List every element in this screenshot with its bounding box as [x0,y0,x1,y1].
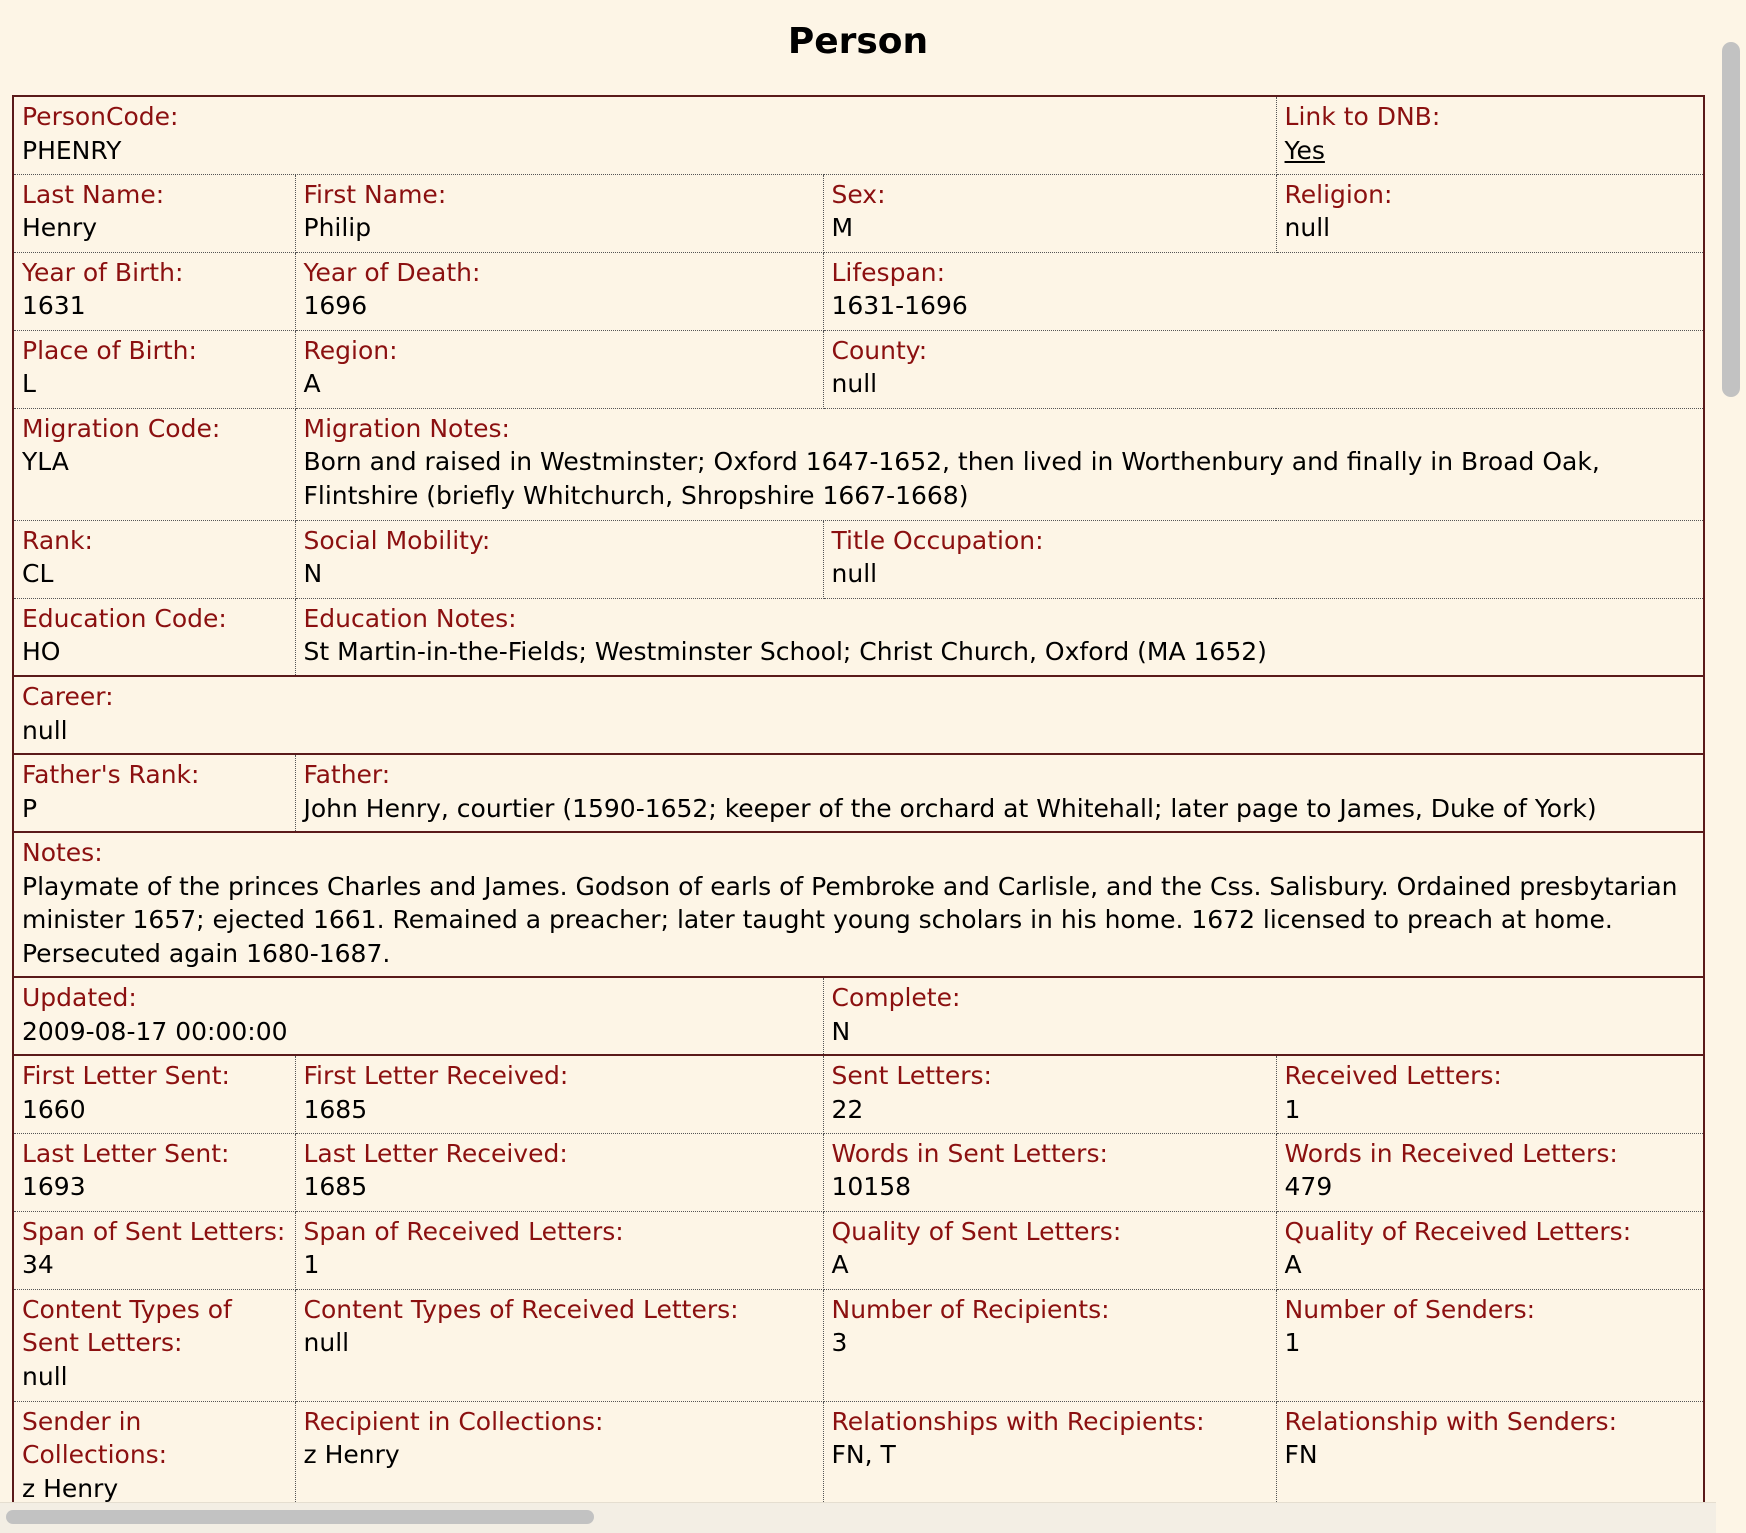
table-row [13,520,1704,598]
field-label: Quality of Sent Letters: [831,1216,1122,1246]
field-personcode [13,96,1276,174]
table-row [13,754,1704,832]
field-value: N [831,1016,851,1046]
field-education-notes [295,598,1704,676]
field-value: A [831,1250,849,1279]
field-value: z Henry [303,1440,400,1469]
field-content-types-sent [13,1289,295,1401]
field-span-sent [13,1211,295,1289]
field-label: Quality of Received Letters: [1284,1216,1632,1246]
field-value: 1696 [303,291,368,320]
field-label: Words in Received Letters: [1284,1138,1618,1168]
field-content-types-received [295,1289,823,1401]
field-label: County: [831,335,928,365]
field-value: null [22,715,68,745]
field-migration-code [13,408,295,520]
field-label: First Letter Sent: [22,1061,230,1090]
field-label: Updated: [22,983,137,1012]
field-value: z Henry [22,1473,119,1503]
field-value: St Martin-in-the-Fields; Westminster School; Christ Church, Oxford (MA 1652) [303,637,1267,666]
table-row [13,174,1704,252]
field-label: Words in Sent Letters: [831,1138,1108,1168]
vertical-scrollbar-thumb[interactable] [1722,42,1740,397]
field-relationships-recipients [823,1401,1276,1509]
field-label: Title Occupation: [831,525,1044,555]
field-label: Father: [303,760,391,789]
field-label: Year of Death: [303,257,481,287]
field-lifespan [823,252,1704,330]
field-last-name [13,174,295,252]
field-label: Content Types of Received Letters: [303,1294,739,1324]
field-label: Social Mobility: [303,525,491,555]
field-label: First Name: [303,179,447,209]
field-value: L [22,369,36,398]
field-region [295,330,823,408]
field-label: Span of Received Letters: [303,1216,624,1246]
field-value: 10158 [831,1172,912,1201]
field-sex [823,174,1276,252]
field-value: 2009-08-17 00:00:00 [22,1016,288,1046]
field-education-code [13,598,295,676]
field-relationship-senders [1276,1401,1704,1509]
field-migration-notes [295,408,1704,520]
field-value: Philip [303,213,372,242]
table-row [13,1133,1704,1211]
field-label: PersonCode: [22,102,179,131]
field-value: FN [1284,1440,1318,1469]
field-words-sent [823,1133,1276,1211]
field-year-of-birth [13,252,295,330]
field-value: CL [22,559,54,588]
field-notes [13,832,1704,977]
field-place-of-birth [13,330,295,408]
field-label: Received Letters: [1284,1061,1502,1090]
page-title: Person [787,21,929,62]
field-value: 1 [303,1250,320,1279]
field-number-senders [1276,1289,1704,1401]
field-value: Playmate of the princes Charles and James. Godson of earls of Pembroke and Carlisle, and the Css. Salisbury. Ordained presbytarian minister 1657; ejected 1661. Remained a preacher; later taught young scholars in his home. 1672 licensed to preach at home. Persecuted again 1680-1687. [22,871,1678,968]
field-last-letter-received [295,1133,823,1211]
field-complete [823,977,1704,1055]
field-value: 1 [1284,1328,1301,1357]
field-title-occupation [823,520,1704,598]
table-row [13,676,1704,754]
field-received-letters [1276,1055,1704,1133]
field-label: Lifespan: [831,257,946,287]
field-value: 1685 [303,1094,368,1124]
field-sent-letters [823,1055,1276,1133]
field-value: 1660 [22,1094,86,1124]
field-label: Last Name: [22,179,165,209]
field-value: 479 [1284,1172,1333,1201]
field-label: Father's Rank: [22,760,200,789]
field-father [295,754,1704,832]
field-value: Henry [22,213,98,242]
field-label: Year of Birth: [22,257,184,287]
field-value: N [303,559,323,588]
field-span-received [295,1211,823,1289]
field-label: Education Notes: [303,603,517,633]
field-value: 34 [22,1250,54,1279]
field-first-letter-sent [13,1055,295,1133]
field-label: First Letter Received: [303,1061,569,1090]
table-row [13,598,1704,676]
field-value: null [831,369,878,398]
field-label: Last Letter Sent: [22,1138,230,1168]
table-row [13,1289,1704,1401]
field-value: 1685 [303,1172,368,1201]
field-label: Education Code: [22,603,227,633]
field-value: 3 [831,1328,848,1357]
field-label: Span of Sent Letters: [22,1216,286,1246]
table-row [13,408,1704,520]
field-value: FN, T [831,1440,896,1469]
table-row [13,1401,1704,1509]
field-label: Recipient in Collections: [303,1406,604,1436]
field-value: HO [22,637,61,666]
field-value: A [303,369,321,398]
table-row [13,96,1704,174]
table-row [13,1211,1704,1289]
field-value: P [22,793,38,823]
field-label: Migration Code: [22,413,221,443]
field-last-letter-sent [13,1133,295,1211]
field-sender-collections [13,1401,295,1509]
field-label: Relationship with Senders: [1284,1406,1618,1436]
field-label: Religion: [1284,179,1393,209]
field-words-received [1276,1133,1704,1211]
field-label: Rank: [22,525,93,555]
field-label: Sex: [831,179,886,209]
horizontal-scrollbar-thumb[interactable] [6,1510,594,1524]
field-value: Born and raised in Westminster; Oxford 1647-1652, then lived in Worthenbury and finally in Broad Oak, Flintshire (briefly Whitchurch, Shropshire 1667-1668) [303,447,1600,510]
field-number-recipients [823,1289,1276,1401]
field-label: Migration Notes: [303,413,510,443]
field-value: 22 [831,1094,864,1124]
field-social-mobility [295,520,823,598]
field-recipient-collections [295,1401,823,1509]
field-label: Notes: [22,838,103,867]
dnb-link[interactable]: Yes [1284,135,1325,165]
field-updated [13,977,823,1055]
table-row [13,330,1704,408]
field-value: M [831,213,854,242]
field-value: 1631-1696 [831,291,968,320]
field-value: null [831,559,878,588]
field-value: John Henry, courtier (1590-1652; keeper of the orchard at Whitehall; later page to James, Duke of York) [303,793,1597,823]
field-rank [13,520,295,598]
field-value: null [1284,213,1331,242]
field-value: YLA [22,447,69,476]
field-label: Content Types of Sent Letters: [22,1294,232,1357]
field-label: Complete: [831,983,961,1012]
table-row [13,252,1704,330]
field-religion [1276,174,1704,252]
field-quality-sent [823,1211,1276,1289]
table-row [13,832,1704,977]
field-value: 1693 [22,1172,86,1201]
field-fathers-rank [13,754,295,832]
field-label: Region: [303,335,398,365]
field-label: Last Letter Received: [303,1138,568,1168]
field-label: Link to DNB: [1284,102,1441,131]
field-year-of-death [295,252,823,330]
field-county [823,330,1704,408]
field-label: Place of Birth: [22,335,197,365]
person-record-table [12,95,1705,1510]
field-label: Sent Letters: [831,1061,992,1090]
field-dnb [1276,96,1704,174]
field-label: Sender in Collections: [22,1406,168,1469]
field-value: 1631 [22,291,86,320]
field-value: PHENRY [22,135,122,165]
table-row [13,977,1704,1055]
field-value: A [1284,1250,1302,1279]
field-value: null [22,1361,68,1391]
field-quality-received [1276,1211,1704,1289]
field-label: Relationships with Recipients: [831,1406,1205,1436]
table-row [13,1055,1704,1133]
field-value: 1 [1284,1094,1301,1124]
field-label: Career: [22,682,114,711]
field-first-letter-received [295,1055,823,1133]
field-label: Number of Senders: [1284,1294,1536,1324]
field-career [13,676,1704,754]
field-first-name [295,174,823,252]
field-label: Number of Recipients: [831,1294,1110,1324]
field-value: null [303,1328,350,1357]
